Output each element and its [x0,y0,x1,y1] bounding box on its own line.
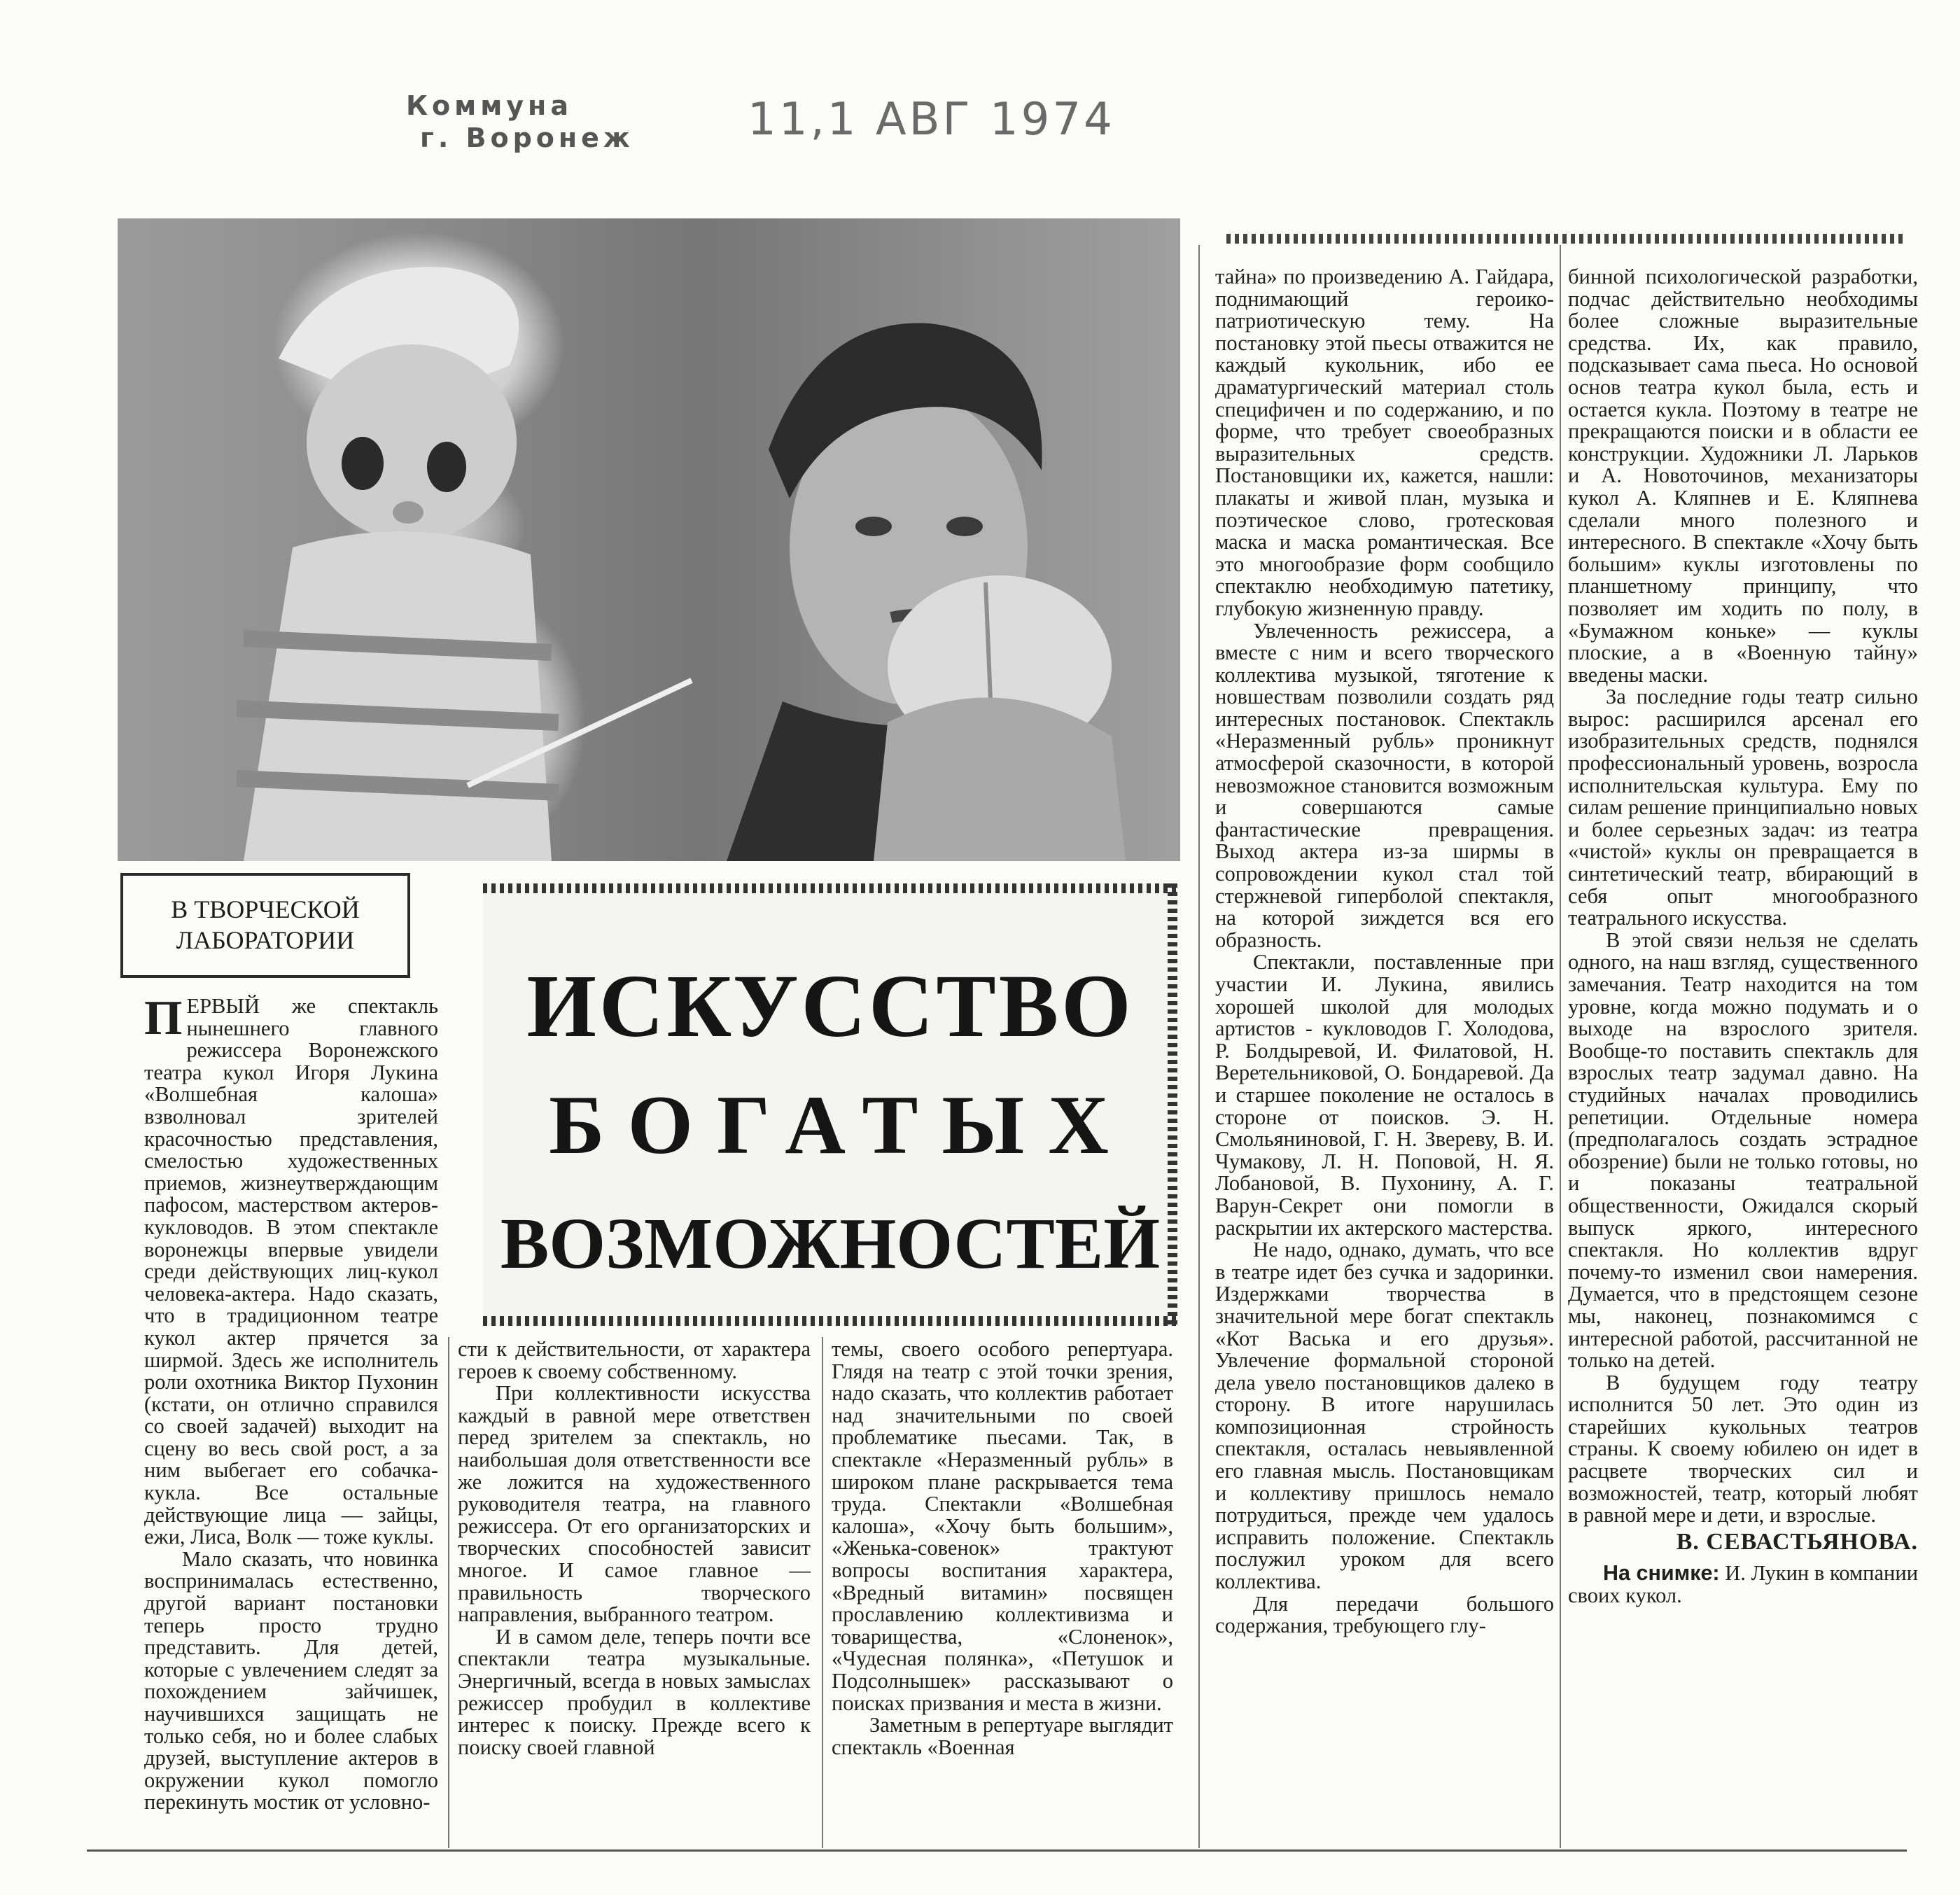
headline-line3: ВОЗМОЖНОСТЕЙ [500,1203,1161,1284]
author-signature: В. СЕВАСТЬЯНОВА. [1676,1528,1918,1555]
column-divider [448,1337,449,1848]
article-column-4 [1215,266,1554,1637]
paragraph: За последние годы театр сильно вырос: расширился арсенал его изобразительных средств, поднялся профессиональный уровень, возросла исполнительская культура. Ему по силам решение принципиально новых и более серьезных задач: из театра «чистой» куклы он превращается в синтетический театр, вбирающий в себя опыт многообразного театрального искусства. [1568,685,1918,930]
ornament-bottom [483,1316,1177,1326]
article-column-2 [458,1338,811,1758]
article-column-1 [144,991,438,1814]
column-divider [1560,245,1561,1848]
headline-line2: БОГАТЫХ [549,1078,1133,1171]
paragraph: При коллективности искусства каждый в равной мере ответствен перед зрителем за спектакль, но наибольшая доля ответственности все же ложится на художественного руководителя театра, на главного режиссера. От его организаторских и творческих способностей зависит многое. И самое главное — правильность творческого направления, выбранного театром. [458,1381,811,1627]
paragraph: В этой связи нельзя не сделать одного, на наш взгляд, существенного замечания. Театр находится на том уровне, когда можно подумать и о выходе на взрослого зрителя. Вообще-то поставить спектакль для взрослых театр задумал давно. На студийных началах проводились репетиции. Отдельные номера (предполагалось создать эстрадное обозрение) были не только готовы, но и показаны театральной общественности, Ожидался скорый выпуск яркого, интересного спектакля. Но коллектив вдруг почему-то изменил свои намерения. Думается, что в предстоящем сезоне мы, наконец, познакомимся с интересной работой, рассчитанной не только на детей. [1568,928,1918,1373]
paragraph: Для передачи большого содержания, требующего глу- [1215,1591,1554,1638]
paragraph: И в самом деле, теперь почти все спектакли театра музыкальные. Энергичный, всегда в новых замыслах режиссер пробудил в коллективе интерес к поиску. Прежде всего к поиску своей главной [458,1624,811,1759]
photo-caption [1568,1562,1918,1607]
paragraph: Мало сказать, что новинка воспринималась естественно, другой вариант постановки теперь просто трудно представить. Для детей, которые с увлечением следят за похождением зайчишек, научившихся защищать не только себя, но и более слабых друзей, выступление актеров в окружении кукол помогло перекинуть мостик от условно- [144,1546,438,1814]
newspaper-city: г. Воронеж [420,123,634,153]
section-heading-line1: В ТВОРЧЕСКОЙ [171,895,360,923]
paragraph: сти к действительности, от характера героев к своему собственному. [458,1337,811,1383]
paragraph: Спектакли, поставленные при участии И. Лукина, явились хорошей школой для молодых артистов - кукловодов Г. Холодова, Р. Болдыревой, И. Филатовой, Н. Веретельниковой, О. Бондаревой. Да и старшее поколение не осталось в стороне от поисков. Э. Н. Смольяниновой, Г. Н. Звереву, В. И. Чумакову, Л. Н. Поповой, Н. Я. Лобановой, В. Пухонину, А. Г. Варун-Секрет они помогли в раскрытии их актерского мастерства. [1215,950,1554,1240]
section-heading [120,873,410,978]
date-stamp: 11,1 АВГ 1974 [748,94,1115,146]
paragraph: тайна» по произведению А. Гайдара, поднимающий героико-патриотическую тему. На постановку этой пьесы отважится не каждый кукольник, ибо ее драматургический материал столь специфичен и по содержанию, и по форме, что требует своеобразных выразительных средств. Постановщики их, кажется, нашли: плакаты и живой план, музыка и поэтическое слово, гротесковая маска и маска романтическая. Все это многообразие форм сообщило спектаклю необходимую патетику, глубокую жизненную правду. [1215,265,1554,620]
paragraph: Не надо, однако, думать, что все в театре идет без сучка и задоринки. Издержками творчества в значительной мере богат спектакль «Кот Васька и его друзья». Увлечение формальной стороной дела увело постановщиков далеко в сторону. В итоге нарушилась композиционная стройность спектакля, осталась невыявленной его главная мысль. Постановщикам и коллективу пришлось немало потрудиться, прежде чем удалось исправить положение. Спектакль послужил уроком для всего коллектива. [1215,1238,1554,1594]
column-divider [822,1337,823,1848]
paragraph: бинной психологической разработки, подчас действительно необходимы более сложные выразительные средства. Их, как правило, подсказывает сама пьеса. Но основой основ театра кукол была, есть и остается кукла. Поэтому в театре не прекращаются поиски и в области ее конструкции. Художники Л. Ларьков и А. Новоточинов, механизаторы кукол А. Кляпнев и Е. Кляпнева сделали много полезного и интересного. В спектакле «Хочу быть большим» куклы изготовлены по планшетному принципу, что позволяет им ходить по полу, в «Бумажном коньке» — куклы плоские, а в «Военную тайну» введены маски. [1568,265,1918,687]
headline-frame [483,883,1177,1326]
photo-caption-label: На снимке: [1603,1561,1720,1586]
bottom-rule [87,1849,1907,1852]
photo-caption-text: И. Лукин в компании своих кукол. [1568,1561,1919,1608]
paragraph: В будущем году театру исполнится 50 лет. Это один из старейших кукольных театров страны. К своему юбилею он идет в расцвете творческих сил и возможностей, театр, который любят в равной мере и дети, и взрослые. [1568,1370,1918,1527]
section-heading-line2: ЛАБОРАТОРИИ [176,926,355,954]
column-divider [1198,245,1200,1848]
headline [483,946,1177,1303]
photo-illustration [118,218,1180,861]
article-photo [118,218,1180,861]
paragraph: темы, своего особого репертуара. Глядя на театр с этой точки зрения, надо сказать, что коллектив работает над значительными по своей проблематике пьесами. Так, в спектакле «Неразменный рубль» в широком плане раскрывается тема труда. Спектакли «Волшебная калоша», «Хочу быть большим», «Женька-совенок» трактуют вопросы воспитания характера, «Вредный витамин» посвящен прославлению коллективизма и товарищества, «Слоненок», «Чудесная полянка», «Петушок и Подсолнышек» рассказывают о поисках призвания и места в жизни. [832,1337,1173,1715]
newspaper-name: Коммуна [406,90,573,121]
drop-cap: П [144,991,183,1045]
newspaper-stamp [406,90,634,154]
article-column-3 [832,1338,1173,1758]
paragraph: Увлеченность режиссера, а вместе с ним и всего творческого коллектива музыкой, тяготение к новшествам позволили создать ряд интересных постановок. Спектакль «Неразменный рубль» проникнут атмосферой сказочности, в которой невозможное становится возможным и совершаются самые фантастические превращения. Выход актера из-за ширмы в сопровождении кукол стал той стержневой гиперболой спектакля, на которой зиждется вся его образность. [1215,618,1554,952]
ornament-top [483,883,1177,893]
paragraph: ПЕРВЫЙ же спектакль нынешнего главного режиссера Воронежского театра кукол Игоря Лукина «Волшебная калоша» взволновал зрителей красочностью представления, смелостью художественных приемов, жизнеутверждающим пафосом, мастерством актеров-кукловодов. В этом спектакле воронежцы впервые увидели среди действующих лиц-кукол человека-актера. Надо сказать, что в традиционном театре кукол актер прячется за ширмой. Здесь же исполнитель роли охотника Виктор Пухонин (кстати, он отлично справился со своей задачей) выходит на сцену во весь свой рост, а за ним выбегает его собачка-кукла. Все остальные действующие лица — зайцы, ежи, Лиса, Волк — тоже куклы. [144,991,438,1549]
article-column-5 [1568,266,1918,1607]
ornament-top-right [1226,234,1904,244]
headline-line1: ИСКУССТВО [526,956,1134,1056]
paragraph: Заметным в репертуаре выглядит спектакль «Военная [832,1713,1173,1759]
